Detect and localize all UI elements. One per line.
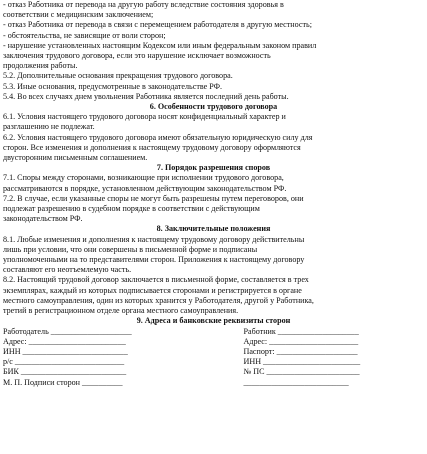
employee-field: ИНН ________________________ [243,357,361,367]
requisites-row [3,357,424,367]
text-line: 8.2. Настоящий трудовой договор заключается в письменной форме, составляется в трех [3,275,309,285]
employee-signature-field: __________________________ [243,377,349,387]
section-heading: 6. Особенности трудового договора [149,102,278,112]
text-line: уполномоченными на то представителями сторон. Приложения к настоящему договору [3,255,305,265]
text-line: местного самоуправления, один из которых хранится у Работодателя, другой у Работника, [3,295,314,305]
section-heading: 7. Порядок разрешения споров [156,163,271,173]
text-line: рассматриваются в порядке, установленном действующим законодательством РФ. [3,183,287,193]
section9 [3,316,424,387]
section-heading: 8. Заключительные положения [156,224,271,234]
section7 [3,163,424,224]
employee-field: Адрес: ______________________ [243,336,359,346]
employer-field: Адрес: ________________________ [3,336,126,346]
requisites-table [3,327,424,388]
section8 [3,224,424,316]
section5-continuation [3,0,424,102]
text-line: - отказ Работника от перевода на другую работу вследствие состояния здоровья в [3,0,284,9]
employer-field: Работодатель ____________________ [3,326,132,336]
employer-field: БИК __________________________ [3,367,127,377]
employee-field: Паспорт: ____________________ [243,346,358,356]
employer-field: ИНН __________________________ [3,346,128,356]
text-line: 5.2. Дополнительные основания прекращения трудового договора. [3,71,233,81]
text-line: третий в регистрационном отделе органа местного самоуправления. [3,306,239,316]
signatures-field: М. П. Подписи сторон __________ [3,377,123,387]
text-line: двусторонним письменным соглашением. [3,153,148,163]
requisites-row [3,337,424,347]
text-line: 6.2. Условия настоящего трудового договора имеют обязательную юридическую силу для [3,132,313,142]
employer-field: р/с ___________________________ [3,357,125,367]
text-line: 6.1. Условия настоящего трудового договора носят конфиденциальный характер и [3,112,286,122]
text-line: 8.1. Любые изменения и дополнения к настоящему трудовому договору действительны [3,234,305,244]
employee-field: № ПС _______________________ [243,367,360,377]
requisites-row [3,378,424,388]
text-line: - обстоятельства, не зависящие от воли сторон; [3,30,166,40]
section6 [3,102,424,163]
text-line: составляют его неотъемлемую часть. [3,265,132,275]
requisites-row [3,327,424,337]
text-line: 5.4. Во всех случаях днем увольнения Работника является последний день работы. [3,91,289,101]
requisites-row [3,347,424,357]
section-heading: 9. Адреса и банковские реквизиты сторон [136,316,291,326]
text-line: экземплярах, каждый из которых подписывается сторонами и регистрируется в органе [3,285,302,295]
employee-field: Работник ____________________ [243,326,359,336]
text-line: заключения трудового договора, если это нарушение исключает возможность [3,51,271,61]
text-line: продолжения работы. [3,61,78,71]
text-line: разглашению не подлежат. [3,122,95,132]
text-line: 7.1. Споры между сторонами, возникающие при исполнении трудового договора, [3,173,284,183]
text-line: сторон. Все изменения и дополнения к настоящему трудовому договору оформляются [3,142,301,152]
text-line: лишь при условии, что они совершены в письменной форме и подписаны [3,244,258,254]
requisites-row [3,367,424,377]
text-line: - отказ Работника от перевода в связи с перемещением работодателя в другую местность; [3,20,312,30]
text-line: - нарушение установленных настоящим Кодексом или иным федеральным законом правил [3,40,317,50]
text-line: соответствии с медицинским заключением; [3,10,154,20]
text-line: законодательством РФ. [3,214,83,224]
text-line: 7.2. В случае, если указанные споры не могут быть разрешены путем переговоров, они [3,193,304,203]
text-line: 5.3. Иные основания, предусмотренные в законодательстве РФ. [3,81,223,91]
text-line: подлежат разрешению в судебном порядке в соответствии с действующим [3,204,260,214]
